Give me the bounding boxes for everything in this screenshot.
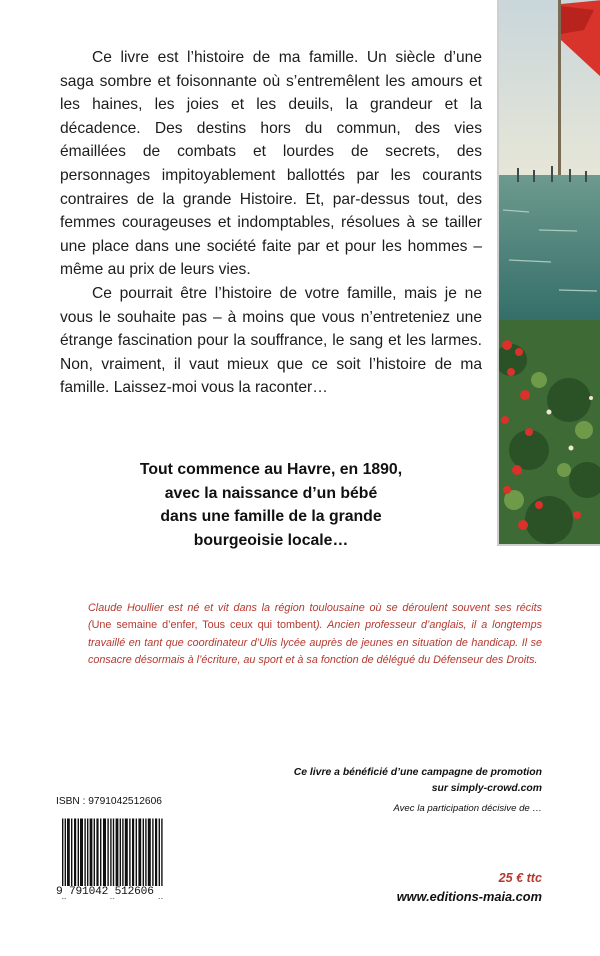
back-cover-blurb [60, 46, 482, 400]
blurb-paragraph-1: Ce livre est l’histoire de ma famille. Un siècle d’une saga sombre et foisonnante où s’entremêlent les amours et les haines, les joies et les deuils, la grandeur et la décadence. Des destins hors du commun, des vies émaillées de combats et lourdes de secrets, des personnages impitoyablement ballottés par les courants contraires de la grande Histoire. Et, par-dessus tout, des femmes courageuses et indomptables, résolues à se tailler une place dans une société faite par et pour les hommes – même au prix de leurs vies. [60, 49, 482, 279]
tagline-line-3: dans une famille de la grande [160, 508, 382, 526]
promo-line-2: sur simply-crowd.com [431, 782, 542, 794]
participation-notice: Avec la participation décisive de … [393, 803, 542, 814]
promotion-notice [242, 765, 542, 796]
tagline [60, 458, 482, 552]
promo-line-1: Ce livre a bénéficié d’une campagne de promotion [293, 767, 542, 778]
tagline-line-1: Tout commence au Havre, en 1890, [139, 461, 403, 478]
barcode-digits: 9 791042 512606 [56, 886, 172, 898]
tagline-line-4: bourgeoisie locale… [193, 531, 349, 549]
author-bio [88, 600, 542, 670]
bio-book-titles: Une semaine d’enfer, Tous ceux qui tombent [91, 619, 317, 632]
price: 25 € ttc [498, 871, 542, 885]
bio-part-2: ). Ancien professeur d’anglais, il a longtemps travaillé en tant que coordinateur d’Ulis lycée auprès de jeunes en situation de handicap. Il se consacre désormais à l’écriture, au sport et à sa fonction de délégué du Défenseur des Droits. [88, 619, 542, 667]
cover-painting [497, 0, 600, 546]
blurb-paragraph-2: Ce pourrait être l’histoire de votre famille, mais je ne vous le souhaite pas – à moins que vous n’entreteniez une étrange fascination pour la souffrance, le sang et les larmes. Non, vraiment, il vaut mieux que ce soit l’histoire de ma famille. Laissez-moi vous la raconter… [60, 284, 482, 397]
publisher-website[interactable]: www.editions-maia.com [396, 889, 542, 904]
painting-illustration [499, 0, 600, 546]
isbn-label: ISBN : 9791042512606 [56, 796, 162, 807]
tagline-line-2: avec la naissance d’un bébé [164, 484, 378, 502]
bio-part-1: Claude Houllier est né et vit dans la région toulousaine où se déroulent souvent ses récits ( [88, 602, 542, 632]
